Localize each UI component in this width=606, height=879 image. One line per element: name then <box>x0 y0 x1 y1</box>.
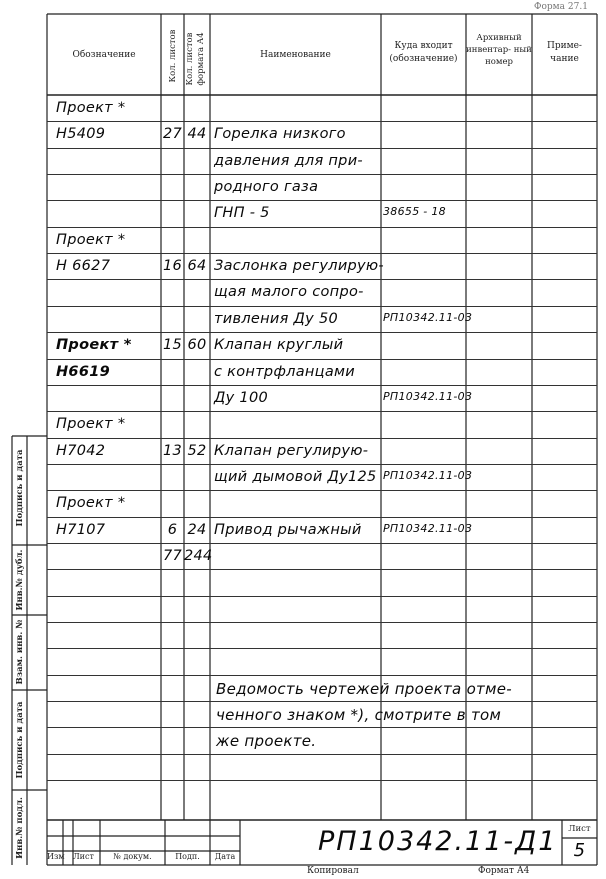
side-label-replace-inv: Взам. инв. № <box>15 619 25 685</box>
cell-a4: 244 <box>184 547 213 564</box>
cell-designation: Проект * <box>56 495 126 512</box>
cell-designation: Н5409 <box>56 126 106 143</box>
cell-name: Горелка низкого <box>214 126 346 143</box>
side-label-sign-date-top: Подпись и дата <box>15 449 25 527</box>
cell-a4: 64 <box>187 258 207 275</box>
footnote-line: же проекте. <box>216 732 317 751</box>
cell-sheets: 16 <box>162 258 183 275</box>
cell-included-in: РП10342.11-03 <box>383 521 473 535</box>
cell-name: Ду 100 <box>214 389 268 406</box>
cell-name: Привод рычажный <box>214 521 362 538</box>
cell-designation: Проект * <box>56 416 126 433</box>
header-name <box>210 14 381 95</box>
cell-a4: 60 <box>187 337 207 354</box>
side-label-sign-date-bottom: Подпись и дата <box>15 701 25 779</box>
cell-designation: Проект * <box>56 337 132 354</box>
cell-name: давления для при- <box>214 152 363 169</box>
cell-sheets: 15 <box>162 337 183 354</box>
cell-sheets: 6 <box>167 521 178 538</box>
cell-name: ГНП - 5 <box>214 205 270 222</box>
cell-a4: 52 <box>187 442 207 459</box>
footer-format: Формат А4 <box>478 866 530 876</box>
header-archive-number: Архивный инвентар- ный номер <box>466 33 532 67</box>
document-code: РП10342.11-Д1 <box>318 826 558 857</box>
cell-designation: Проект * <box>56 100 126 116</box>
header-designation <box>47 14 161 95</box>
cell-name: щий дымовой Ду125 <box>214 468 377 485</box>
title-sheet: Лист <box>73 852 94 861</box>
header-included-in: Куда входит (обозначение) <box>389 41 458 64</box>
cell-a4: 44 <box>187 126 207 143</box>
cell-designation: Н6619 <box>56 363 110 380</box>
title-date: Дата <box>214 852 236 861</box>
side-label-orig-inv: Инв.№ подл. <box>15 797 25 859</box>
cell-included-in: РП10342.11-03 <box>383 310 473 324</box>
cell-name: с контрфланцами <box>214 363 355 380</box>
cell-name: Клапан круглый <box>214 337 344 354</box>
title-sheet-label: Лист <box>568 824 591 834</box>
cell-designation: Н7042 <box>56 442 106 459</box>
cell-sheets: 77 <box>162 547 183 564</box>
cell-name: щая малого сопро- <box>214 284 364 301</box>
cell-a4: 24 <box>187 521 207 538</box>
side-label-dup-inv: Инв.№ дубл. <box>15 549 25 611</box>
cell-included-in: РП10342.11-03 <box>383 468 473 482</box>
cell-designation: Н7107 <box>56 521 106 538</box>
cell-name: родного газа <box>214 179 319 196</box>
cell-sheets: 27 <box>162 126 183 143</box>
title-change: Изм <box>47 852 65 861</box>
cell-name: Клапан регулирую- <box>214 442 369 459</box>
form-code: Форма 27.1 <box>534 2 588 12</box>
header-note: Приме- чание <box>547 41 582 64</box>
cell-included-in: РП10342.11-03 <box>383 389 473 403</box>
header-name-label: Наименование <box>260 49 331 60</box>
sheet-number: 5 <box>573 840 586 861</box>
cell-included-in: 38655 - 18 <box>383 205 446 219</box>
header-sheets-count: Кол. листов <box>168 29 178 83</box>
header-designation-label: Обозначение <box>72 49 136 60</box>
footer-copied: Копировал <box>307 866 359 876</box>
cell-name: Заслонка регулирую- <box>214 258 384 275</box>
footnote-line: ченного знаком *), смотрите в том <box>216 706 502 725</box>
cell-designation: Н 6627 <box>56 258 111 275</box>
title-signature: Подп. <box>175 852 200 861</box>
header-a4-format: Кол. листов формата А4 <box>185 32 206 86</box>
footnote-line: Ведомость чертежей проекта отме- <box>216 679 512 698</box>
cell-sheets: 13 <box>162 442 183 459</box>
cell-designation: Проект * <box>56 231 126 248</box>
cell-name: тивления Ду 50 <box>214 310 339 327</box>
title-doc-no: № докум. <box>113 852 152 861</box>
